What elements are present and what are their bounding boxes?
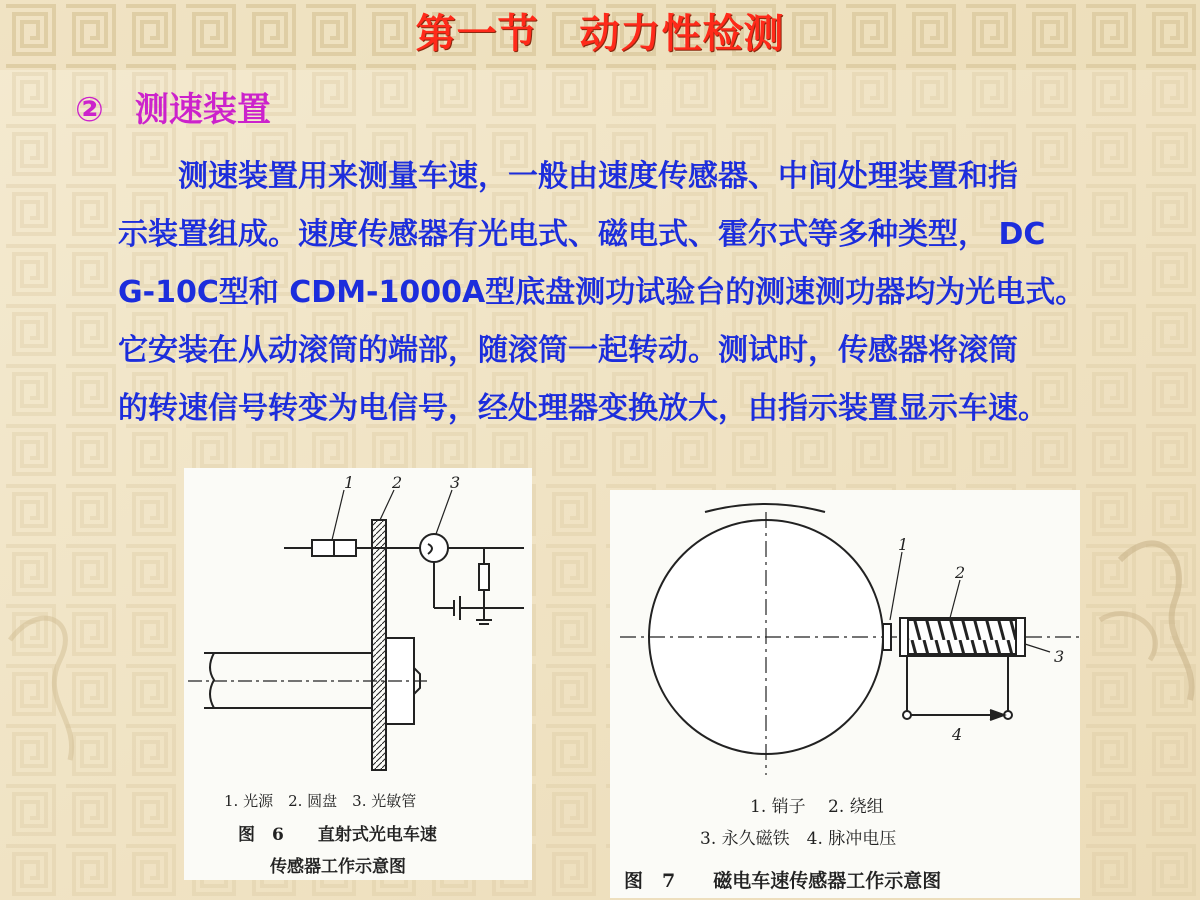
- figure-6-label-2: 2: [392, 473, 403, 492]
- figure-7-legend-line-2: 3. 永久磁铁 4. 脉冲电压: [700, 829, 897, 849]
- paragraph-line: 它安装在从动滚筒的端部，随滚筒一起转动。测试时，传感器将滚筒: [118, 333, 1018, 368]
- figure-7-label-3: 3: [1054, 647, 1065, 666]
- figure-7-label-4: 4: [952, 725, 963, 744]
- paragraph-line: 示装置组成。速度传感器有光电式、磁电式、霍尔式等多种类型， DC: [118, 217, 1046, 252]
- figure-7-legend-line-1: 1. 销子 2. 绕组: [750, 797, 884, 817]
- section-heading: [75, 82, 271, 131]
- section-number: ②: [75, 90, 104, 130]
- figure-6-photoelectric-sensor: [184, 468, 532, 880]
- figure-6-legend: 1. 光源 2. 圆盘 3. 光敏管: [224, 792, 417, 810]
- figure-6-diagram: [184, 468, 532, 798]
- figure-7-diagram: [610, 490, 1080, 790]
- slide-title: 第一节 动力性检测: [415, 11, 785, 57]
- figure-6-label-3: 3: [450, 473, 461, 492]
- figure-7-label-1: 1: [898, 535, 909, 554]
- paragraph-line: 的转速信号转变为电信号，经处理器变换放大，由指示装置显示车速。: [118, 391, 1048, 426]
- figure-6-label-1: 1: [344, 473, 355, 492]
- figure-7-caption: 图 7 磁电车速传感器工作示意图: [624, 870, 942, 892]
- figure-6-caption-line-1: 图 6 直射式光电车速: [238, 825, 437, 845]
- body-paragraph: [118, 148, 1158, 438]
- figure-7-magnetic-sensor: [610, 490, 1080, 898]
- paragraph-line: 测速装置用来测量车速，一般由速度传感器、中间处理装置和指: [118, 159, 1018, 194]
- figure-7-label-2: 2: [955, 563, 966, 582]
- paragraph-line: G-10C型和 CDM-1000A型底盘测功试验台的测速测功器均为光电式。: [118, 275, 1086, 310]
- figure-6-caption-line-2: 传感器工作示意图: [270, 857, 406, 877]
- section-heading-text: 测速装置: [134, 90, 271, 130]
